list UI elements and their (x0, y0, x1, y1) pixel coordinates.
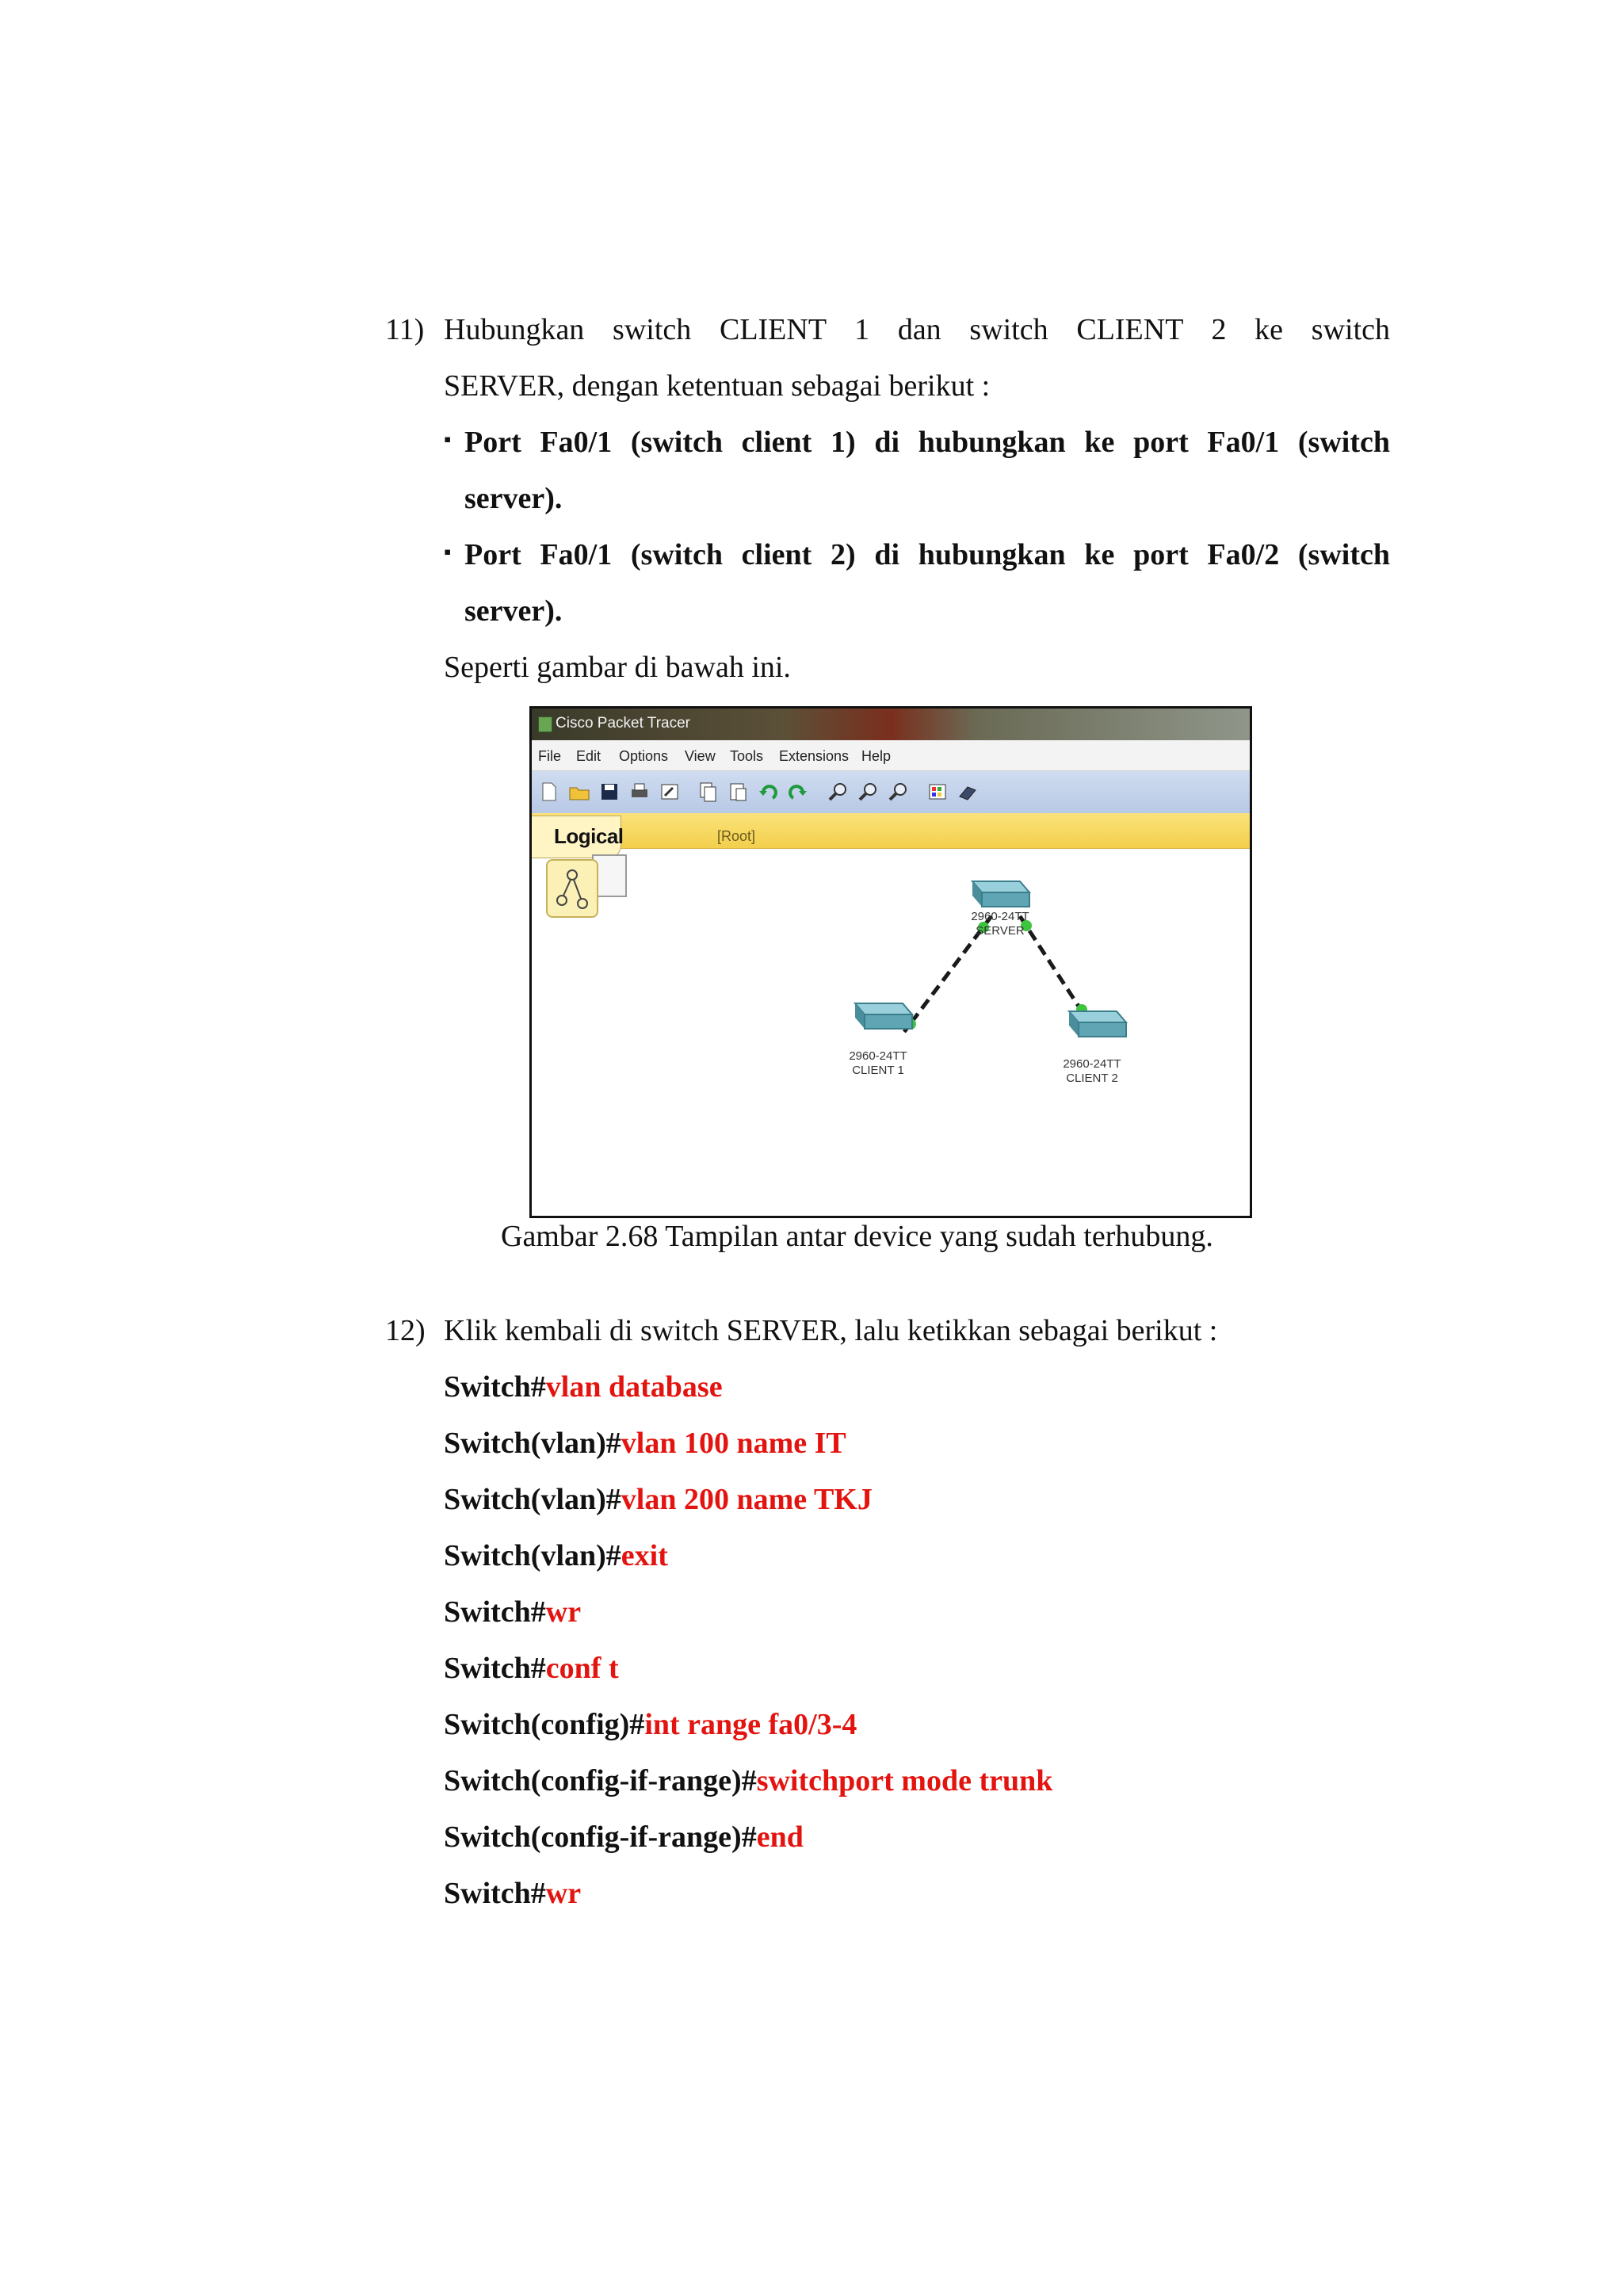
switch-client2-icon[interactable] (1069, 1011, 1126, 1037)
logical-tab-label: Logical (554, 824, 624, 848)
menu-bar (532, 740, 1250, 771)
figure-caption: Gambar 2.68 Tampilan antar device yang sudah terhubung. (501, 1220, 1213, 1253)
packet-tracer-screenshot (529, 706, 1252, 1218)
command-prompt: Switch(vlan)# (444, 1483, 621, 1516)
menu-view[interactable]: View (685, 748, 716, 764)
command-line (444, 1593, 581, 1631)
window-titlebar (532, 709, 1250, 740)
command-line (444, 1649, 619, 1687)
topology-canvas (532, 848, 1250, 1216)
command-prompt: Switch(config)# (444, 1708, 645, 1741)
device-label-server: 2960-24TT SERVER (971, 910, 1029, 938)
menu-edit[interactable]: Edit (576, 748, 601, 764)
command-text: end (756, 1820, 804, 1854)
step-11-text-line2: SERVER, dengan ketentuan sebagai berikut : (444, 369, 991, 403)
command-text: int range fa0/3-4 (644, 1708, 857, 1741)
step-11-number: 11) (385, 313, 425, 346)
zoom-out-icon[interactable] (887, 781, 909, 803)
command-line (444, 1818, 804, 1856)
bullet-1-line1: Port Fa0/1 (switch client 1) di hubungkan ke port Fa0/1 (switch (464, 426, 1390, 459)
step-12-number: 12) (385, 1314, 426, 1347)
menu-help[interactable]: Help (861, 748, 892, 764)
command-prompt: Switch(vlan)# (444, 1539, 621, 1572)
switch-server-icon[interactable] (972, 881, 1029, 907)
toolbar (532, 771, 1250, 814)
menu-extensions[interactable]: Extensions (779, 748, 850, 764)
open-folder-icon[interactable] (568, 781, 590, 803)
palette-icon[interactable] (926, 781, 949, 803)
step-12-intro: Klik kembali di switch SERVER, lalu ketikkan sebagai berikut : (444, 1314, 1218, 1347)
command-text: wr (545, 1877, 582, 1910)
step-11-after-text: Seperti gambar di bawah ini. (444, 651, 791, 684)
menu-options[interactable]: Options (619, 748, 669, 764)
new-file-icon[interactable] (538, 781, 560, 803)
command-line (444, 1424, 846, 1462)
command-text: vlan 200 name TKJ (621, 1483, 873, 1516)
step-11-text-line1: Hubungkan switch CLIENT 1 dan switch CLIENT 2 ke switch (444, 313, 1390, 346)
redo-icon[interactable] (787, 781, 809, 803)
device-label-client2: 2960-24TT CLIENT 2 (1063, 1057, 1121, 1085)
bullet-2-line1: Port Fa0/1 (switch client 2) di hubungkan ke port Fa0/2 (switch (464, 538, 1390, 571)
zoom-in-icon[interactable] (827, 781, 849, 803)
print-icon[interactable] (628, 781, 651, 803)
bullet-square-icon: ▪ (444, 428, 452, 451)
command-prompt: Switch(vlan)# (444, 1427, 621, 1460)
command-text: vlan database (545, 1370, 723, 1404)
command-line (444, 1480, 873, 1519)
command-line (444, 1762, 1052, 1800)
bullet-item-1 (444, 423, 1390, 518)
command-prompt: Switch# (444, 1370, 546, 1404)
window-title: Cisco Packet Tracer (556, 715, 690, 732)
menu-tools[interactable]: Tools (730, 748, 764, 764)
undo-icon[interactable] (757, 781, 779, 803)
command-line (444, 1368, 723, 1406)
copy-icon[interactable] (697, 781, 719, 803)
zoom-reset-icon[interactable] (857, 781, 879, 803)
command-prompt: Switch# (444, 1877, 546, 1910)
custom-device-icon[interactable] (957, 781, 979, 803)
paste-icon[interactable] (727, 781, 749, 803)
command-prompt: Switch(config-if-range)# (444, 1764, 757, 1797)
command-prompt: Switch(config-if-range)# (444, 1820, 757, 1854)
bullet-1-line2: server). (464, 482, 563, 515)
command-line (444, 1706, 857, 1744)
command-line (444, 1874, 581, 1912)
bullet-item-2 (444, 536, 1390, 631)
command-text: switchport mode trunk (756, 1764, 1053, 1797)
root-breadcrumb[interactable]: [Root] (717, 828, 756, 844)
command-text: exit (621, 1539, 668, 1572)
command-prompt: Switch# (444, 1652, 546, 1685)
command-text: conf t (545, 1652, 619, 1685)
command-text: wr (545, 1595, 582, 1629)
workspace-bar (532, 813, 1250, 849)
command-line (444, 1537, 668, 1575)
command-prompt: Switch# (444, 1595, 546, 1629)
bullet-2-line2: server). (464, 594, 563, 628)
packet-tracer-logo-icon (538, 716, 552, 732)
command-text: vlan 100 name IT (621, 1427, 846, 1460)
bullet-square-icon: ▪ (444, 541, 452, 563)
switch-client1-icon[interactable] (855, 1003, 912, 1029)
device-label-client1: 2960-24TT CLIENT 1 (849, 1049, 907, 1077)
activity-wizard-icon[interactable] (659, 781, 681, 803)
save-icon[interactable] (598, 781, 621, 803)
menu-file[interactable]: File (538, 748, 562, 764)
